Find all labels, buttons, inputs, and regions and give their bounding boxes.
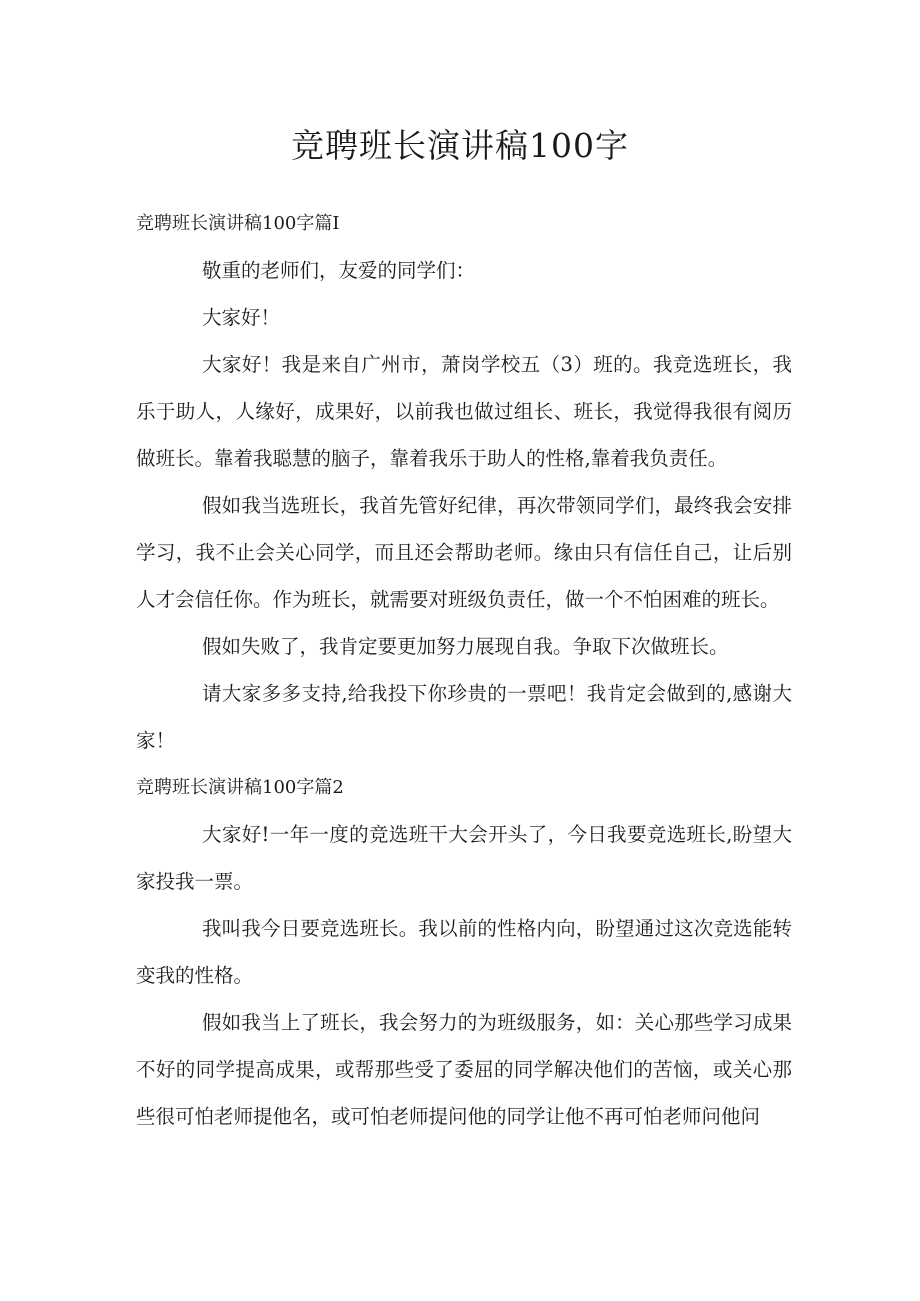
paragraph: 请大家多多支持,给我投下你珍贵的一票吧！我肯定会做到的,感谢大家！ [136,682,792,752]
paragraph: 假如失败了，我肯定要更加努力展现自我。争取下次做班长。 [202,635,729,658]
document-body [136,200,792,1140]
paragraph: 大家好！ [202,306,281,329]
paragraph: 大家好！我是来自广州市，萧岗学校五（3）班的。我竞选班长，我乐于助人，人缘好，成果好，以前我也做过组长、班长，我觉得我很有阅历做班长。靠着我聪慧的脑子，靠着我乐于助人的性格,靠着我负责任。 [136,353,792,470]
paragraph: 假如我当上了班长，我会努力的为班级服务，如：关心那些学习成果不好的同学提高成果，或帮那些受了委屈的同学解决他们的苦恼，或关心那些很可怕老师提他名，或可怕老师提问他的同学让他不再可怕老师问他问 [136,1011,792,1128]
document-title: 竞聘班长演讲稿100字 [291,126,629,165]
paragraph: 假如我当选班长，我首先管好纪律，再次带领同学们，最终我会安排学习，我不止会关心同学，而且还会帮助老师。缘由只有信任自己，让后别人才会信任你。作为班长，就需要对班级负责任，做一个不怕困难的班长。 [136,494,792,611]
section-heading: 竞聘班长演讲稿100字篇I [136,213,340,234]
paragraph: 大家好!一年一度的竞选班干大会开头了，今日我要竞选班长,盼望大家投我一票。 [136,823,792,893]
paragraph: 我叫我今日要竞选班长。我以前的性格内向，盼望通过这次竞选能转变我的性格。 [136,917,792,987]
section-heading: 竞聘班长演讲稿100字篇2 [136,777,344,798]
paragraph: 敬重的老师们，友爱的同学们： [202,259,476,282]
